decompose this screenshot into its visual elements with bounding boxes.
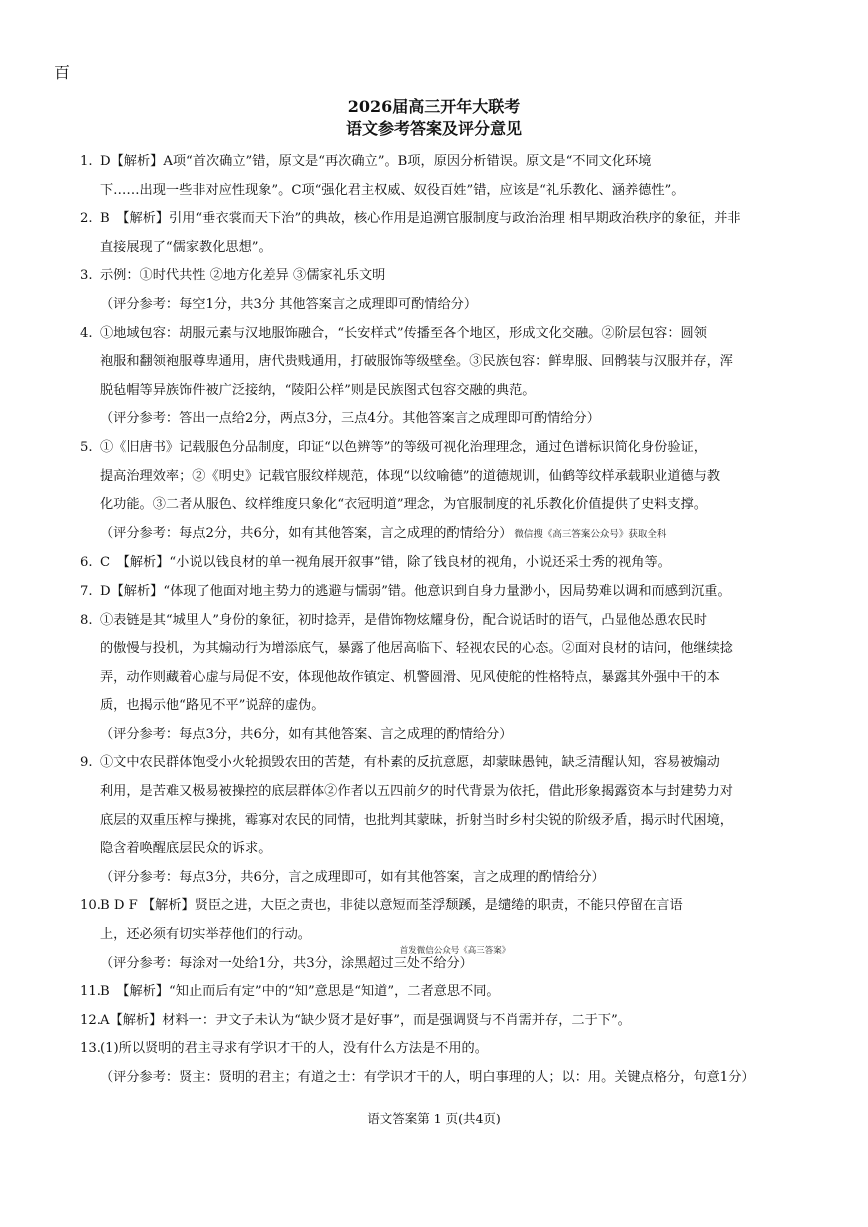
document-subtitle: 语文参考答案及评分意见 — [345, 119, 522, 138]
answer-text-line: 提高治理效率；②《明史》记载官服纹样规范，体现“以纹喻德”的道德规训，仙鹤等纹样承载职业道德与教 — [100, 468, 721, 484]
answer-number: 2. — [80, 211, 93, 227]
scoring-note — [80, 1064, 790, 1093]
answer-number: 4. — [80, 325, 93, 341]
answer-number: 11. — [80, 984, 101, 1000]
answer-text-line: 底层的双重压榨与操挑，霉寡对农民的同情，也批判其蒙昧，折射当时乡村尖锐的阶级矛盾，揭示时代困境， — [100, 812, 733, 828]
answer-text-line: ①《旧唐书》记载服色分品制度，印证“以色辨等”的等级可视化治理理念，通过色谱标识简化身份验证， — [100, 439, 707, 455]
answer-item — [80, 978, 790, 1007]
scoring-note — [80, 864, 790, 893]
answer-text-line: A【解析】材料一：尹文子未认为“缺少贤才是好事”，而是强调贤与不肖需并存，二于下”。 — [100, 1012, 631, 1028]
answer-text-line: B 【解析】引用“垂衣裳而天下治”的典故，核心作用是追溯官服制度与政治治理 相早期政治秩序的象征，并非 — [100, 211, 741, 227]
answer-text-line: B 【解析】“知止而后有定”中的“知”意思是“知道”，二者意思不同。 — [100, 984, 500, 1000]
answer-text-line: 下……出现一些非对应性现象”。C项“强化君主权威、奴役百姓”错，应该是“礼乐教化、涵养德性”。 — [100, 182, 685, 198]
answer-text-line: 弄，动作则藏着心虚与局促不安，体现他故作镇定、机警圆滑、见风使舵的性格特点，暴露其外强中干的本 — [100, 669, 720, 685]
answer-number: 1. — [80, 154, 93, 169]
answer-item — [80, 749, 790, 863]
answer-number: 9. — [80, 755, 93, 771]
scoring-note-text: （评分参考：答出一点给2分，两点3分，三点4分。其他答案言之成理即可酌情给分） — [100, 411, 600, 427]
answer-number: 7. — [80, 583, 93, 599]
answer-text-line: D【解析】“体现了他面对地主势力的逃避与懦弱”错。他意识到自身力量渺小，因局势难以调和而感到沉重。 — [100, 583, 731, 599]
answer-item — [80, 148, 790, 205]
answer-text-line: 直接展现了“儒家教化思想”。 — [100, 239, 272, 255]
scoring-note-text: （评分参考：每点2分，共6分，如有其他答案，言之成理的酌情给分） — [100, 525, 513, 541]
answer-text-line: ①表链是其“城里人”身份的象征，初时捻弄，是借饰物炫耀身份，配合说话时的语气，凸显他怂恿农民时 — [100, 612, 707, 628]
answer-number: 6. — [80, 555, 93, 571]
answer-number: 13. — [80, 1041, 101, 1057]
scoring-note — [80, 721, 790, 750]
scoring-note-text: （评分参考：每涂对一处给1分，共3分，涂黑超过三处不给分） — [100, 955, 473, 971]
answer-text-line: C 【解析】“小说以钱良材的单一视角展开叙事”错，除了钱良材的视角，小说还采士秀的视角等。 — [100, 555, 671, 571]
page-footer: 语文答案第 1 页(共4页) — [367, 1111, 501, 1126]
answer-text-line: (1)所以贤明的君主寻求有学识才干的人，没有什么方法是不用的。 — [100, 1041, 488, 1057]
answer-item — [80, 434, 790, 520]
answer-item — [80, 320, 790, 406]
answer-number: 3. — [80, 268, 93, 284]
answer-text-line: 上，还必须有切实举荐他们的行动。 — [100, 927, 311, 943]
answer-text-line: 利用，是苦难又极易被操控的底层群体②作者以五四前夕的时代背景为依托，借此形象揭露资本与封建势力对 — [100, 784, 733, 800]
answer-item — [80, 607, 790, 721]
answer-number: 8. — [80, 612, 93, 628]
answer-text-line: 化功能。③二者从服色、纹样维度只象化“衣冠明道”理念，为官服制度的礼乐教化价值提供了史料支撑。 — [100, 497, 707, 513]
answer-text-line: ①地域包容：胡服元素与汉地服饰融合，“长安样式”传播至各个地区，形成文化交融。②阶层包容：圆领 — [100, 325, 707, 341]
scoring-note-text: （评分参考：贤主：贤明的君主；有道之士：有学识才干的人，明白事理的人；以：用。关键点格分，句意1分） — [100, 1070, 755, 1085]
scoring-note — [80, 405, 790, 434]
answer-number: 10. — [80, 898, 101, 914]
answer-text-line: 的傲慢与投机，为其煽动行为增添底气，暴露了他居高临下、轻视农民的心态。②面对良材的诘问，他继续捻 — [100, 641, 733, 657]
corner-character: 百 — [54, 63, 71, 82]
answer-text-line: B D F 【解析】贤臣之进，大臣之责也，非徒以意短而荃浮颓蹊，是缱绻的职责，不能只停留在言语 — [100, 898, 683, 914]
answer-item — [80, 549, 790, 578]
answer-item — [80, 892, 790, 949]
scoring-note-text: （评分参考：每空1分，共3分 其他答案言之成理即可酌情给分） — [100, 296, 478, 312]
answer-item — [80, 1035, 790, 1064]
answer-item — [80, 262, 790, 291]
answer-item — [80, 1007, 790, 1036]
answer-item — [80, 205, 790, 262]
scoring-note-text: （评分参考：每点3分，共6分，言之成理即可，如有其他答案，言之成理的酌情给分） — [100, 869, 605, 885]
answer-text-line: 隐含着唤醒底层民众的诉求。 — [100, 841, 272, 857]
watermark-text: 微信搜《高三答案公众号》获取全科 — [514, 528, 667, 540]
scoring-note — [80, 291, 790, 320]
answer-text-line: ①文中农民群体饱受小火轮损毁农田的苦楚，有朴素的反抗意愿，却蒙昧愚钝，缺乏清醒认知，容易被煽动 — [100, 755, 720, 771]
answer-text-line: 示例：①时代共性 ②地方化差异 ③儒家礼乐文明 — [100, 268, 386, 284]
answer-text-line: 袍服和翻领袍服尊卑通用，唐代贵贱通用，打破服饰等级壁垒。③民族包容：鲜卑服、回鹘装与汉服并存，浑 — [100, 354, 733, 370]
answer-text-line: 脱毡帽等异族饰件被广泛接纳，“陵阳公样”则是民族图式包容交融的典范。 — [100, 382, 536, 398]
document-title: 2026届高三开年大联考 — [347, 97, 521, 116]
answer-number: 5. — [80, 439, 93, 455]
answer-list — [80, 148, 790, 1093]
scoring-note-text: （评分参考：每点3分，共6分，如有其他答案、言之成理的酌情给分） — [100, 726, 513, 742]
answer-text-line: 质，也揭示他“路见不平”说辞的虚伪。 — [100, 698, 325, 714]
answer-item — [80, 578, 790, 607]
answer-text-line: D【解析】A项“首次确立”错，原文是“再次确立”。B项，原因分析错误。原文是“不同文化环境 — [100, 154, 652, 169]
answer-number: 12. — [80, 1012, 101, 1028]
scoring-note — [80, 520, 790, 550]
scoring-note — [80, 950, 790, 979]
watermark-text: 首发微信公众号《高三答案》 — [399, 945, 511, 956]
document-header — [0, 96, 868, 140]
